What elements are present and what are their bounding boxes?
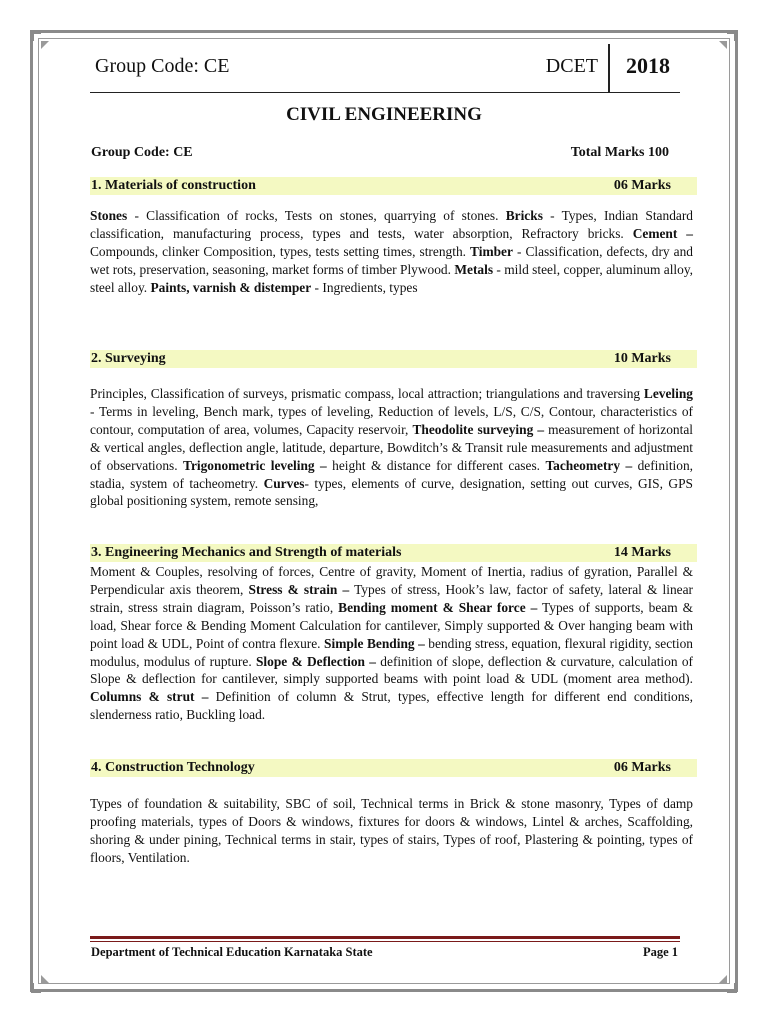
topic-keyword: Stones [90,208,128,223]
corner-ornament-icon [727,31,737,41]
topic-text: - Classification of rocks, Tests on stones, quarrying of stones. [127,208,506,223]
topic-keyword: Bricks [505,208,543,223]
page-title: CIVIL ENGINEERING [286,104,482,125]
topic-keyword: Theodolite surveying – [412,421,545,437]
section-body [90,207,693,297]
header-exam-name: DCET [545,55,598,77]
section-body [90,385,693,510]
section-body [90,795,693,867]
topic-text: Principles, Classification of surveys, prismatic compass, local attraction; triangulations and traversing [90,386,644,401]
topic-text: definition, stadia, system of tacheometry. [90,457,693,491]
arrow-ornament-icon [719,975,727,983]
arrow-ornament-icon [41,975,49,983]
topic-keyword: Metals [454,261,494,277]
footer-rule [90,936,680,939]
header-year: 2018 [626,53,670,78]
corner-ornament-icon [727,983,737,993]
section-heading [90,544,697,562]
section-heading [90,350,697,368]
topic-text: - Classification, defects, dry and wet rots, preservation, seasoning, market forms of timber Plywood. [90,243,693,277]
topic-keyword: Bending moment & Shear force – [338,599,538,615]
topic-text: - Types, Indian Standard classification, manufacturing process, types and tests, water absorption, Refractory bricks. [90,208,693,241]
footer-department: Department of Technical Education Karnataka State [91,945,373,959]
topic-text: - Ingredients, types [311,279,418,295]
topic-text: definition of slope, deflection & curvature, calculation of Slope & deflection for cantilever, simply supported beams with point load & UDL (moment area method). [90,653,693,687]
meta-row [91,145,679,161]
topic-keyword: Simple Bending – [324,635,425,651]
section-marks: 14 Marks [613,545,671,560]
section-heading [90,177,697,195]
page-header [90,44,680,93]
topic-text: Compounds, clinker Composition, types, tests setting times, strength. [90,243,471,259]
topic-text: Types of foundation & suitability, SBC of soil, Technical terms in Brick & stone masonry, Types of damp proofing materials, types of Doors & windows, fixtures for doors & windows, Lintel & arches, Scaffolding, shoring & under pining, Technical terms in stair, types of stairs, Types of roof, Plastering & pointing, types of floors, Ventilation. [90,796,693,865]
footer-rule [90,941,680,942]
section-heading [90,759,697,777]
meta-total-marks: Total Marks 100 [570,145,669,160]
meta-group-code: Group Code: CE [91,145,193,160]
topic-text: - mild steel, copper, aluminum alloy, steel alloy. [90,261,693,295]
topic-keyword: Timber [470,243,513,259]
section-title: 2. Surveying [91,351,166,366]
topic-keyword: Trigonometric leveling – [183,457,327,473]
topic-keyword: Columns & strut – [90,689,209,705]
section-title: 3. Engineering Mechanics and Strength of materials [91,545,402,560]
corner-ornament-icon [31,31,41,41]
topic-keyword: Cement – [632,225,693,241]
topic-keyword: Stress & strain – [248,581,350,597]
section-title: 1. Materials of construction [91,178,256,193]
topic-keyword: Tacheometry – [545,457,633,473]
arrow-ornament-icon [41,41,49,49]
topic-keyword: Curves [263,475,305,491]
corner-ornament-icon [31,983,41,993]
topic-text: - Terms in leveling, Bench mark, types of leveling, Reduction of levels, L/S, C/S, Contour, characteristics of contour, computation of area, volumes, Capacity reservoir, [90,403,693,437]
section-marks: 06 Marks [613,178,671,193]
topic-keyword: Slope & Deflection – [255,653,376,669]
topic-text: height & distance for different cases. [326,457,546,473]
section-body [90,563,693,724]
topic-text: Types of supports, beam & load, Shear force & Bending Moment Calculation for cantilever, Simply supported & Over hanging beam with point load & UDL, Point of contra flexure. [90,599,694,651]
section-marks: 06 Marks [613,760,671,775]
header-group-code: Group Code: CE [95,55,230,77]
topic-text: - types, elements of curve, designation, setting out curves, GIS, GPS global positioning system, remote sensing, [90,475,693,509]
section-title: 4. Construction Technology [91,760,255,775]
topic-text: measurement of horizontal & vertical angles, deflection angle, latitude, departure, Bowditch’s & Transit rule measurements and adjustment of observations. [90,421,693,473]
topic-keyword: Paints, varnish & distemper [150,279,312,295]
topic-text: Types of stress, Hook’s law, factor of safety, lateral & linear strain, stress strain diagram, Poisson’s ratio, [90,581,693,615]
topic-keyword: Leveling [643,386,693,401]
arrow-ornament-icon [719,41,727,49]
topic-text: Definition of column & Strut, types, effective length for different end conditions, slenderness ratio, Buckling load. [90,689,693,723]
section-marks: 10 Marks [613,351,671,366]
topic-text: Moment & Couples, resolving of forces, Centre of gravity, Moment of Inertia, radius of gyration, Parallel & Perpendicular axis theorem, [90,564,693,597]
page-number: Page 1 [642,945,678,959]
topic-text: bending stress, equation, flexural rigidity, section modulus, modulus of rupture. [90,635,693,669]
header-divider [608,44,610,92]
